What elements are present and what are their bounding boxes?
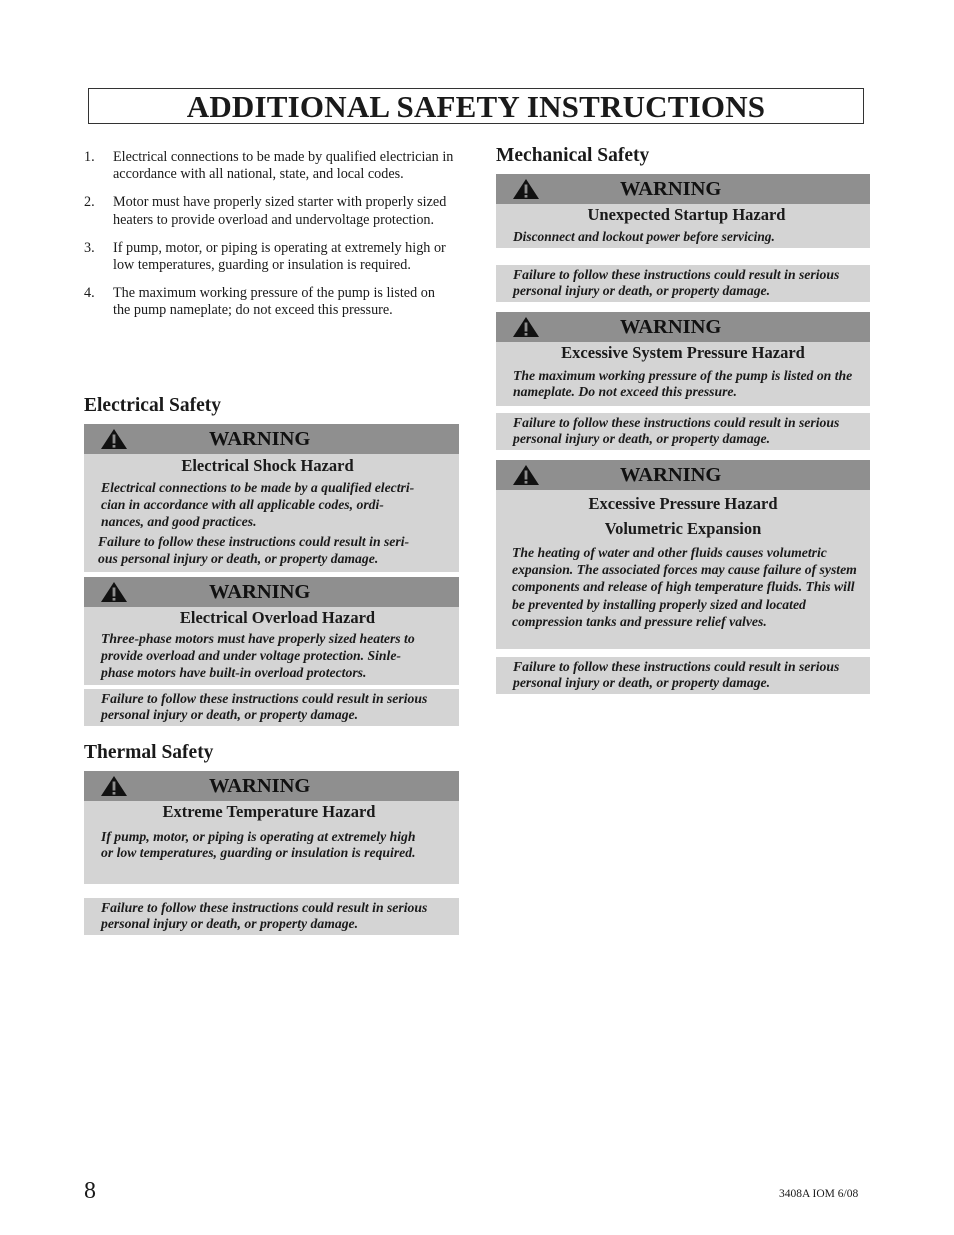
warning-text: The maximum working pressure of the pump is listed on the nameplate. Do not exceed this pressure. xyxy=(513,368,853,399)
list-number: 2. xyxy=(84,194,95,211)
hazard-title: Electrical Shock Hazard xyxy=(181,456,354,475)
text-line: Electrical connections to be made by a qualified electri- xyxy=(101,480,415,495)
warning-header xyxy=(84,577,459,607)
text-line: Failure to follow these instructions could result in seri- xyxy=(98,534,410,550)
warning-header xyxy=(496,174,870,204)
warning-body xyxy=(84,801,459,884)
hazard-title: Excessive System Pressure Hazard xyxy=(561,343,805,362)
warning-header xyxy=(84,771,459,801)
warning-triangle-icon xyxy=(512,178,540,200)
list-item xyxy=(84,149,454,183)
warning-label: WARNING xyxy=(209,581,311,603)
mechanical-safety-heading: Mechanical Safety xyxy=(496,145,650,166)
hazard-title: Excessive Pressure Hazard xyxy=(588,494,778,513)
hazard-title: Extreme Temperature Hazard xyxy=(162,802,376,821)
list-number: 1. xyxy=(84,149,95,165)
list-number: 4. xyxy=(84,285,95,302)
warning-text: The heating of water and other fluids causes volumetric expansion. The associated forces may cause failure of system components and release of high temperature fluids. This will be prevented by installing properly sized and located compression tanks and pressure relief valves. xyxy=(512,545,857,629)
list-number: 3. xyxy=(84,239,95,256)
hazard-title: Electrical Overload Hazard xyxy=(179,608,376,627)
warning-header xyxy=(496,460,870,490)
hazard-title: Unexpected Startup Hazard xyxy=(587,205,786,224)
list-text: Electrical connections to be made by qualified electrician in accordance with all national, state, and local codes. xyxy=(113,149,454,183)
warning-text: Disconnect and lockout power before servicing. xyxy=(513,229,775,244)
warning-header xyxy=(84,424,459,454)
text-line: phase motors have built-in overload protectors. xyxy=(101,664,367,680)
failure-box xyxy=(496,413,870,450)
failure-text: Failure to follow these instructions could result in serious personal injury or death, or property damage. xyxy=(513,415,840,446)
warning-triangle-icon xyxy=(100,428,128,450)
failure-text: Failure to follow these instructions could result in serious personal injury or death, or property damage. xyxy=(101,900,428,931)
list-text: If pump, motor, or piping is operating at extremely high or low temperatures, guarding or insulation is required. xyxy=(113,239,446,274)
warning-triangle-icon xyxy=(100,581,128,603)
list-item xyxy=(84,285,454,319)
list-item xyxy=(84,240,454,274)
failure-box xyxy=(496,657,870,694)
warning-body xyxy=(496,342,870,406)
text-line: ous personal injury or death, or property damage. xyxy=(98,551,379,567)
warning-body xyxy=(84,454,459,572)
failure-text: Failure to follow these instructions could result in serious personal injury or death, or property damage. xyxy=(513,659,840,690)
instructions-list xyxy=(84,149,454,331)
list-text: The maximum working pressure of the pump is listed on the pump nameplate; do not exceed this pressure. xyxy=(113,285,435,319)
text-line: nances, and good practices. xyxy=(101,513,257,529)
warning-header xyxy=(496,312,870,342)
failure-box xyxy=(84,898,459,935)
warning-body xyxy=(84,607,459,685)
failure-text: Failure to follow these instructions could result in serious personal injury or death, or property damage. xyxy=(513,267,840,298)
hazard-subtitle: Volumetric Expansion xyxy=(604,519,762,538)
list-text: Motor must have properly sized starter with properly sized heaters to provide overload and undervoltage protection. xyxy=(113,194,447,228)
warning-label: WARNING xyxy=(209,775,311,797)
warning-triangle-icon xyxy=(512,316,540,338)
electrical-safety-heading: Electrical Safety xyxy=(84,395,221,416)
page-title: ADDITIONAL SAFETY INSTRUCTIONS xyxy=(88,88,864,124)
warning-body xyxy=(496,204,870,248)
failure-text: Failure to follow these instructions could result in serious personal injury or death, or property damage. xyxy=(101,691,428,722)
warning-label: WARNING xyxy=(209,428,311,450)
failure-box xyxy=(84,689,459,726)
document-code: 3408A IOM 6/08 xyxy=(779,1188,859,1200)
thermal-safety-heading: Thermal Safety xyxy=(84,742,214,763)
warning-label: WARNING xyxy=(620,178,722,200)
warning-text: If pump, motor, or piping is operating at extremely high or low temperatures, guarding or insulation is required. xyxy=(101,829,416,860)
warning-triangle-icon xyxy=(100,775,128,797)
warning-label: WARNING xyxy=(620,316,722,338)
text-line: provide overload and under voltage protection. Sinle- xyxy=(101,647,401,663)
warning-text xyxy=(101,631,459,681)
warning-body xyxy=(496,490,870,649)
list-item xyxy=(84,194,454,228)
page-number: 8 xyxy=(84,1178,96,1204)
failure-text xyxy=(98,534,459,568)
text-line: Three-phase motors must have properly sized heaters to xyxy=(101,631,415,646)
warning-label: WARNING xyxy=(620,464,722,486)
text-line: cian in accordance with all applicable codes, ordi- xyxy=(101,496,384,512)
warning-text xyxy=(101,480,459,530)
warning-triangle-icon xyxy=(512,464,540,486)
failure-box xyxy=(496,265,870,302)
